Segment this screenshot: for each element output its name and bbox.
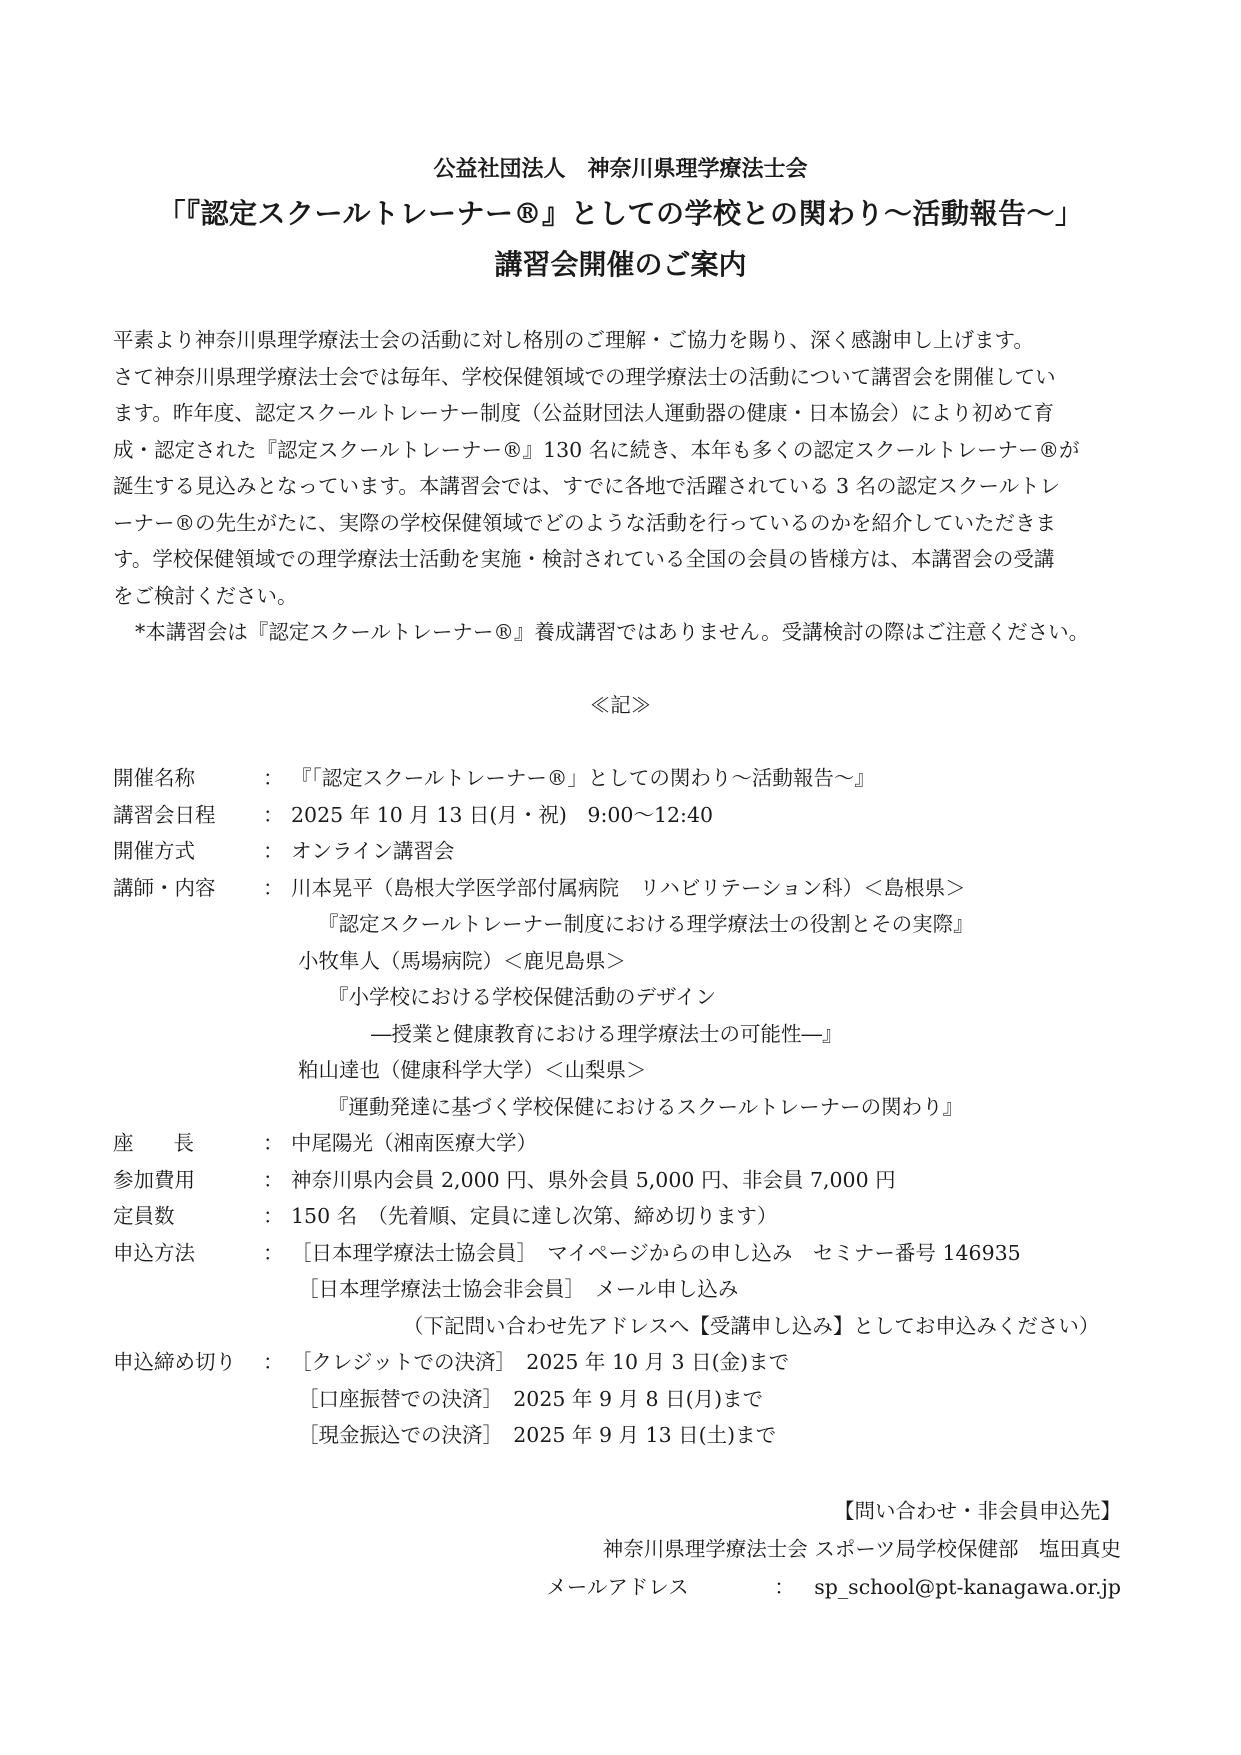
intro-line: ーナー®の先生がたに、実際の学校保健領域でどのような活動を行っているのかを紹介していただきま (113, 510, 1056, 535)
email-label: メールアドレス (546, 1575, 689, 1599)
detail-label: 参加費用 (113, 1167, 195, 1192)
detail-value: （下記問い合わせ先アドレスへ【受講申し込み】としてお申込みください） (403, 1313, 1100, 1338)
detail-label: 講習会日程 (113, 802, 216, 827)
lecture-subtitle: ―授業と健康教育における理学療法士の可能性―』 (371, 1021, 843, 1046)
detail-colon: ： (263, 802, 284, 827)
detail-row-date (113, 797, 1143, 834)
lecturer-name: 粕山達也（健康科学大学）＜山梨県＞ (298, 1058, 647, 1082)
detail-value: ［日本理学療法士協会員］ マイページからの申し込み セミナー番号 146935 (291, 1240, 1021, 1265)
organization-name: 公益社団法人 神奈川県理学療法士会 (433, 156, 808, 182)
detail-label: 申込締め切り (113, 1350, 236, 1374)
detail-label: 開催名称 (113, 766, 195, 790)
detail-row-method (113, 833, 1143, 870)
lecture-title: 『小学校における学校保健活動のデザイン (328, 985, 717, 1009)
lecturer-name: 川本晃平（島根大学医学部付属病院 リハビリテーション科）＜島根県＞ (291, 875, 966, 900)
detail-value: ［口座振替での決済］ 2025 年 9 月 8 日(月)まで (298, 1386, 764, 1411)
detail-colon: ： (263, 1240, 284, 1265)
detail-value: オンライン講習会 (291, 839, 455, 863)
detail-colon: ： (263, 1167, 284, 1192)
document-title: 「『認定スクールトレーナー®』としての学校との関わり～活動報告～」 (157, 197, 1084, 230)
intro-line: さて神奈川県理学療法士会では毎年、学校保健領域での理学療法士の活動について講習会を開催してい (113, 364, 1056, 389)
detail-row-lecturer (113, 870, 1143, 907)
email-address[interactable]: sp_school@pt-kanagawa.or.jp (814, 1575, 1121, 1599)
contact-email-row (546, 1568, 1121, 1606)
detail-value: 『「認定スクールトレーナー®」としての関わり～活動報告～』 (291, 766, 875, 790)
detail-colon: ： (263, 839, 284, 863)
detail-row-apply (113, 1235, 1143, 1272)
detail-colon: ： (263, 1204, 284, 1228)
contact-org: 神奈川県理学療法士会 スポーツ局学校保健部 塩田真史 (602, 1537, 1121, 1561)
document-subtitle: 講習会開催のご案内 (494, 248, 747, 281)
lecture-title: 『認定スクールトレーナー制度における理学療法士の役割とその実際』 (318, 912, 974, 936)
detail-colon: ： (263, 1131, 284, 1155)
intro-line: をご検討ください。 (113, 583, 298, 608)
intro-line: す。学校保健領域での理学療法士活動を実施・検討されている全国の会員の皆様方は、本講習会の受講 (113, 547, 1055, 571)
detail-colon: ： (263, 766, 284, 790)
email-colon: ： (774, 1575, 795, 1599)
detail-label: 開催方式 (113, 839, 195, 863)
intro-line: 平素より神奈川県理学療法士会の活動に対し格別のご理解・ご協力を賜り、深く感謝申し上げます。 (113, 328, 1034, 352)
detail-value: 2025 年 10 月 13 日(月・祝) 9:00～12:40 (291, 802, 714, 827)
contact-block (546, 1492, 1121, 1606)
detail-row-name (113, 760, 1143, 797)
detail-row-capacity (113, 1198, 1143, 1235)
detail-value: 150 名 （先着順、定員に達し次第、締め切ります） (291, 1204, 778, 1228)
intro-line: 誕生する見込みとなっています。本講習会では、すでに各地で活躍されている 3 名の認定スクールトレ (113, 474, 1061, 498)
detail-value: ［現金振込での決済］ 2025 年 9 月 13 日(土)まで (298, 1423, 777, 1447)
detail-label: 申込方法 (113, 1240, 195, 1265)
lecturer-name: 小牧隼人（馬場病院）＜鹿児島県＞ (298, 948, 626, 973)
detail-label: 講師・内容 (113, 875, 216, 900)
detail-label: 座長 (113, 1131, 234, 1155)
ki-marker: ≪記≫ (589, 693, 652, 717)
intro-paragraph (113, 322, 1133, 651)
contact-heading: 【問い合わせ・非会員申込先】 (834, 1499, 1121, 1523)
intro-line: 成・認定された『認定スクールトレーナー®』130 名に続き、本年も多くの認定スクールトレーナー®が (113, 437, 1080, 462)
lecture-title: 『運動発達に基づく学校保健におけるスクールトレーナーの関わり』 (328, 1094, 964, 1119)
detail-value: ［クレジットでの決済］ 2025 年 10 月 3 日(金)まで (291, 1350, 790, 1374)
detail-row-deadline (113, 1344, 1143, 1381)
intro-note: *本講習会は『認定スクールトレーナー®』養成講習ではありません。受講検討の際はご注意ください。 (135, 620, 1090, 644)
detail-colon: ： (263, 1350, 284, 1374)
detail-value: 中尾陽光（湘南医療大学） (291, 1131, 537, 1155)
event-details (113, 760, 1143, 1454)
detail-row-chair (113, 1125, 1143, 1162)
detail-colon: ： (263, 875, 284, 900)
intro-line: ます。昨年度、認定スクールトレーナー制度（公益財団法人運動器の健康・日本協会）により初めて育 (113, 401, 1054, 425)
detail-value: ［日本理学療法士協会非会員］ メール申し込み (298, 1277, 739, 1301)
detail-row-fee (113, 1162, 1143, 1199)
detail-value: 神奈川県内会員 2,000 円、県外会員 5,000 円、非会員 7,000 円 (291, 1167, 896, 1192)
detail-label: 定員数 (113, 1204, 175, 1228)
